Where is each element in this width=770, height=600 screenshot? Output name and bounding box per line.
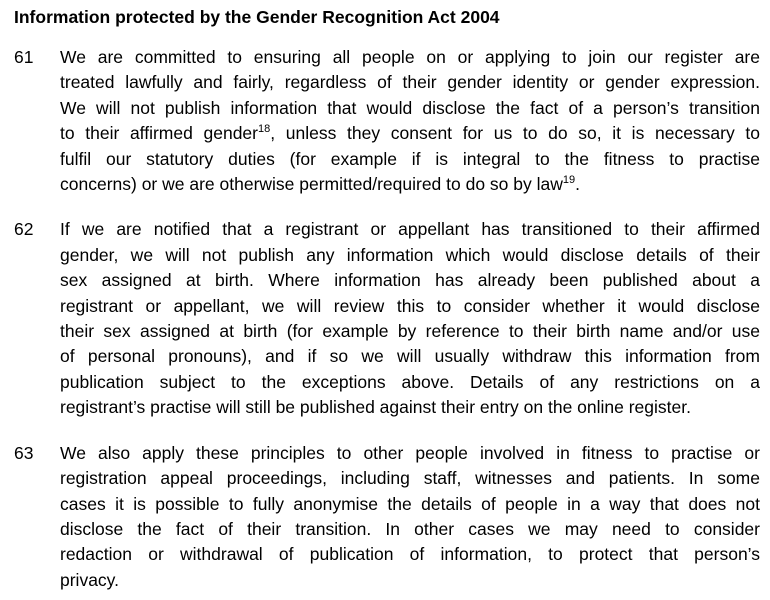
footnote-reference[interactable]: 19: [562, 174, 576, 187]
text-line: [60, 243, 760, 268]
line-text: registrant’s practise will still be published against their entry on the online register.: [60, 397, 691, 418]
footnote-reference[interactable]: 18: [258, 123, 271, 136]
paragraph-text: [60, 45, 760, 197]
line-text: registration appeal proceedings, including staff, witnesses and patients. In some: [60, 468, 760, 489]
text-line: [60, 96, 760, 121]
section-heading: Information protected by the Gender Recognition Act 2004: [14, 7, 500, 27]
numbered-paragraph: [14, 217, 770, 420]
text-line: [60, 217, 760, 242]
paragraph-number: 61: [14, 47, 34, 67]
paragraph-number: 62: [14, 219, 34, 240]
text-line: [60, 172, 760, 197]
text-line: [60, 441, 760, 466]
text-line: [60, 70, 760, 95]
line-text: their sex assigned at birth (for example by reference to their birth name and/or use: [60, 321, 760, 342]
text-line: [60, 344, 760, 369]
text-line: [60, 268, 760, 293]
text-line: [60, 147, 760, 172]
paragraph-list: [14, 45, 770, 593]
text-line: [60, 294, 760, 319]
text-line: [60, 121, 760, 146]
line-text: treated lawfully and fairly, regardless of their gender identity or gender expression.: [60, 72, 760, 93]
line-text: concerns) or we are otherwise permitted/required to do so by law: [60, 174, 563, 195]
line-text: to their affirmed gender: [60, 123, 258, 144]
line-text: registrant or appellant, we will review this to consider whether it would disclose: [60, 295, 760, 316]
line-text: sex assigned at birth. Where information has already been published about a: [60, 270, 760, 291]
line-text: privacy.: [60, 569, 119, 590]
paragraph-text: [60, 441, 760, 593]
line-text: cases it is possible to fully anonymise the details of people in a way that does not: [60, 493, 760, 514]
line-text-continued: , unless they consent for us to do so, it is necessary to: [270, 123, 760, 144]
line-text: We are committed to ensuring all people on or applying to join our register are: [60, 47, 760, 67]
numbered-paragraph: [14, 441, 770, 593]
text-line: [60, 517, 760, 542]
text-line: [60, 542, 760, 567]
text-line: [60, 395, 760, 420]
line-text: gender, we will not publish any information which would disclose details of their: [60, 244, 760, 265]
text-line: [60, 45, 760, 70]
text-line: [60, 492, 760, 517]
line-text: If we are notified that a registrant or appellant has transitioned to their affirmed: [60, 219, 760, 240]
line-text: disclose the fact of their transition. In other cases we may need to consider: [60, 518, 760, 539]
text-line: [60, 466, 760, 491]
text-line: [60, 568, 760, 593]
line-text: publication subject to the exceptions above. Details of any restrictions on a: [60, 371, 760, 392]
paragraph-text: [60, 217, 760, 420]
text-line: [60, 370, 760, 395]
line-text: We also apply these principles to other people involved in fitness to practise or: [60, 442, 760, 463]
numbered-paragraph: [14, 45, 770, 197]
line-text: We will not publish information that would disclose the fact of a person’s transition: [60, 97, 760, 118]
line-text: redaction or withdrawal of publication of information, to protect that person’s: [60, 544, 760, 565]
line-text: fulfil our statutory duties (for example if is integral to the fitness to practise: [60, 148, 760, 169]
text-line: [60, 319, 760, 344]
line-text: of personal pronouns), and if so we will usually withdraw this information from: [60, 346, 760, 367]
line-text-continued: .: [575, 174, 581, 195]
paragraph-number: 63: [14, 442, 34, 463]
